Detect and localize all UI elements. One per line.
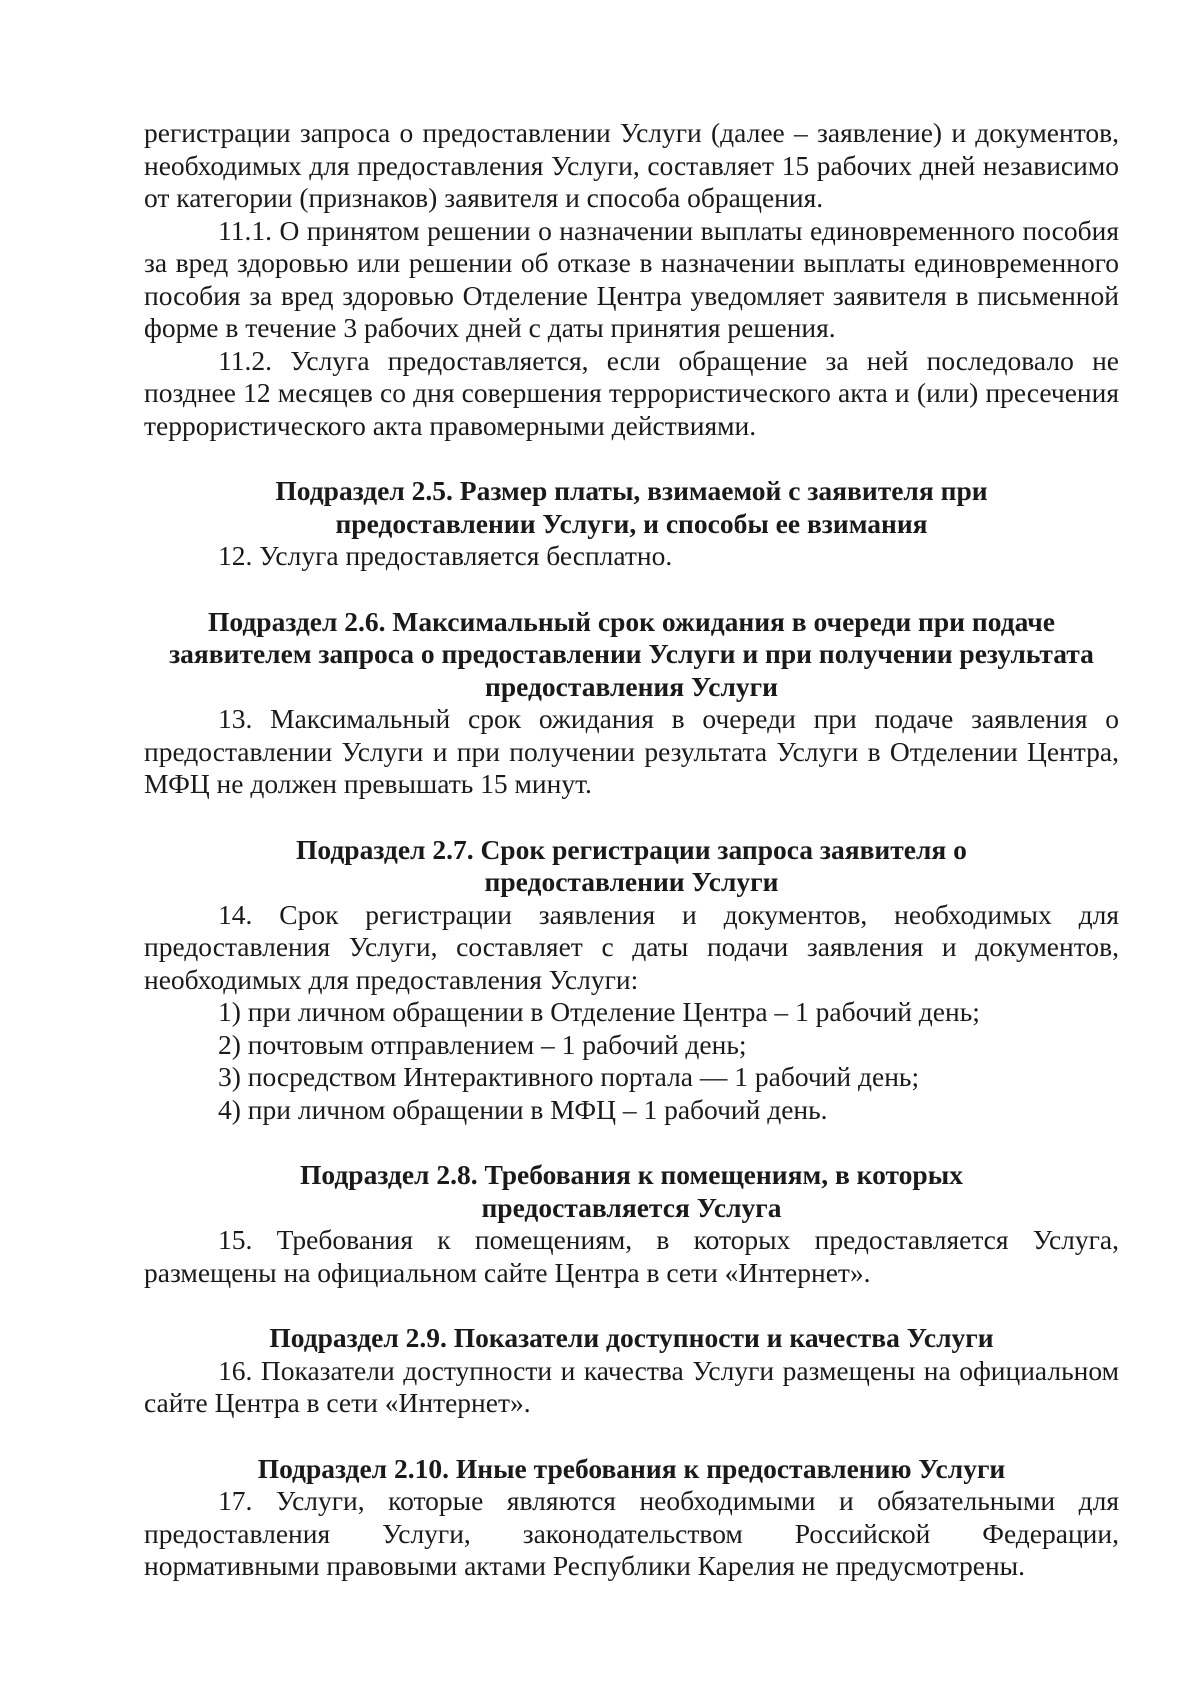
heading-line: предоставления Услуги [485, 670, 778, 702]
list-item: 4) при личном обращении в МФЦ – 1 рабочий день. [218, 1093, 828, 1125]
paragraph-11-2: 11.2. Услуга предоставляется, если обращение за ней последовало не позднее 12 месяцев со дня совершения террористического акта и (или) пресечения террористического акта правомерными действиями. [144, 344, 1119, 441]
list-item: 1) при личном обращении в Отделение Центра – 1 рабочий день; [218, 996, 980, 1027]
heading-line: предоставлении Услуги [484, 866, 779, 897]
heading-line: Подраздел 2.5. Размер платы, взимаемой с заявителя при [275, 475, 988, 506]
heading-line: Подраздел 2.9. Показатели доступности и качества Услуги [269, 1322, 994, 1353]
heading-subsection-2-10 [144, 1453, 1119, 1486]
heading-line: Подраздел 2.8. Требования к помещениям, в которых [300, 1159, 963, 1190]
paragraph-12: 12. Услуга предоставляется бесплатно. [218, 540, 673, 571]
heading-line: Подраздел 2.6. Максимальный срок ожидания в очереди при подаче [208, 605, 1055, 637]
heading-subsection-2-5 [144, 475, 1119, 540]
heading-line: предоставляется Услуга [481, 1191, 782, 1223]
heading-line: предоставлении Услуги, и способы ее взимания [335, 507, 928, 539]
list-item: 3) посредством Интерактивного портала — 1 рабочий день; [218, 1061, 920, 1092]
heading-subsection-2-8 [144, 1159, 1119, 1224]
list-item: 2) почтовым отправлением – 1 рабочий день; [218, 1028, 747, 1060]
heading-line: Подраздел 2.7. Срок регистрации запроса заявителя о [296, 833, 967, 865]
paragraph-11-1: 11.1. О принятом решении о назначении выплаты единовременного пособия за вред здоровью или решении об отказе в назначении выплаты единовременного пособия за вред здоровью Отделение Центра уведомляет заявителя в письменной форме в течение 3 рабочих дней с даты принятия решения. [144, 214, 1119, 343]
paragraph-15: 15. Требования к помещениям, в которых предоставляется Услуга, размещены на официальном сайте Центра в сети «Интернет». [144, 1224, 1119, 1288]
heading-subsection-2-6 [144, 606, 1119, 704]
paragraph-16: 16. Показатели доступности и качества Услуги размещены на официальном сайте Центра в сети «Интернет». [144, 1354, 1119, 1418]
paragraph-13: 13. Максимальный срок ожидания в очереди при подаче заявления о предоставлении Услуги и при получении результата Услуги в Отделении Центра, МФЦ не должен превышать 15 минут. [144, 703, 1119, 799]
document-body [144, 117, 1119, 1583]
paragraph-14: 14. Срок регистрации заявления и документов, необходимых для предоставления Услуги, составляет с даты подачи заявления и документов, необходимых для предоставления Услуги: [144, 898, 1119, 995]
paragraph-continuation: регистрации запроса о предоставлении Услуги (далее – заявление) и документов, необходимых для предоставления Услуги, составляет 15 рабочих дней независимо от категории (признаков) заявителя и способа обращения. [144, 117, 1119, 213]
heading-subsection-2-7 [144, 834, 1119, 899]
heading-line: Подраздел 2.10. Иные требования к предоставлению Услуги [257, 1452, 1006, 1484]
heading-line: заявителем запроса о предоставлении Услуги и при получении результата [169, 638, 1094, 669]
paragraph-17: 17. Услуги, которые являются необходимыми и обязательными для предоставления Услуги, законодательством Российской Федерации, нормативными правовыми актами Республики Карелия не предусмотрены. [144, 1485, 1119, 1581]
heading-subsection-2-9 [144, 1322, 1119, 1355]
